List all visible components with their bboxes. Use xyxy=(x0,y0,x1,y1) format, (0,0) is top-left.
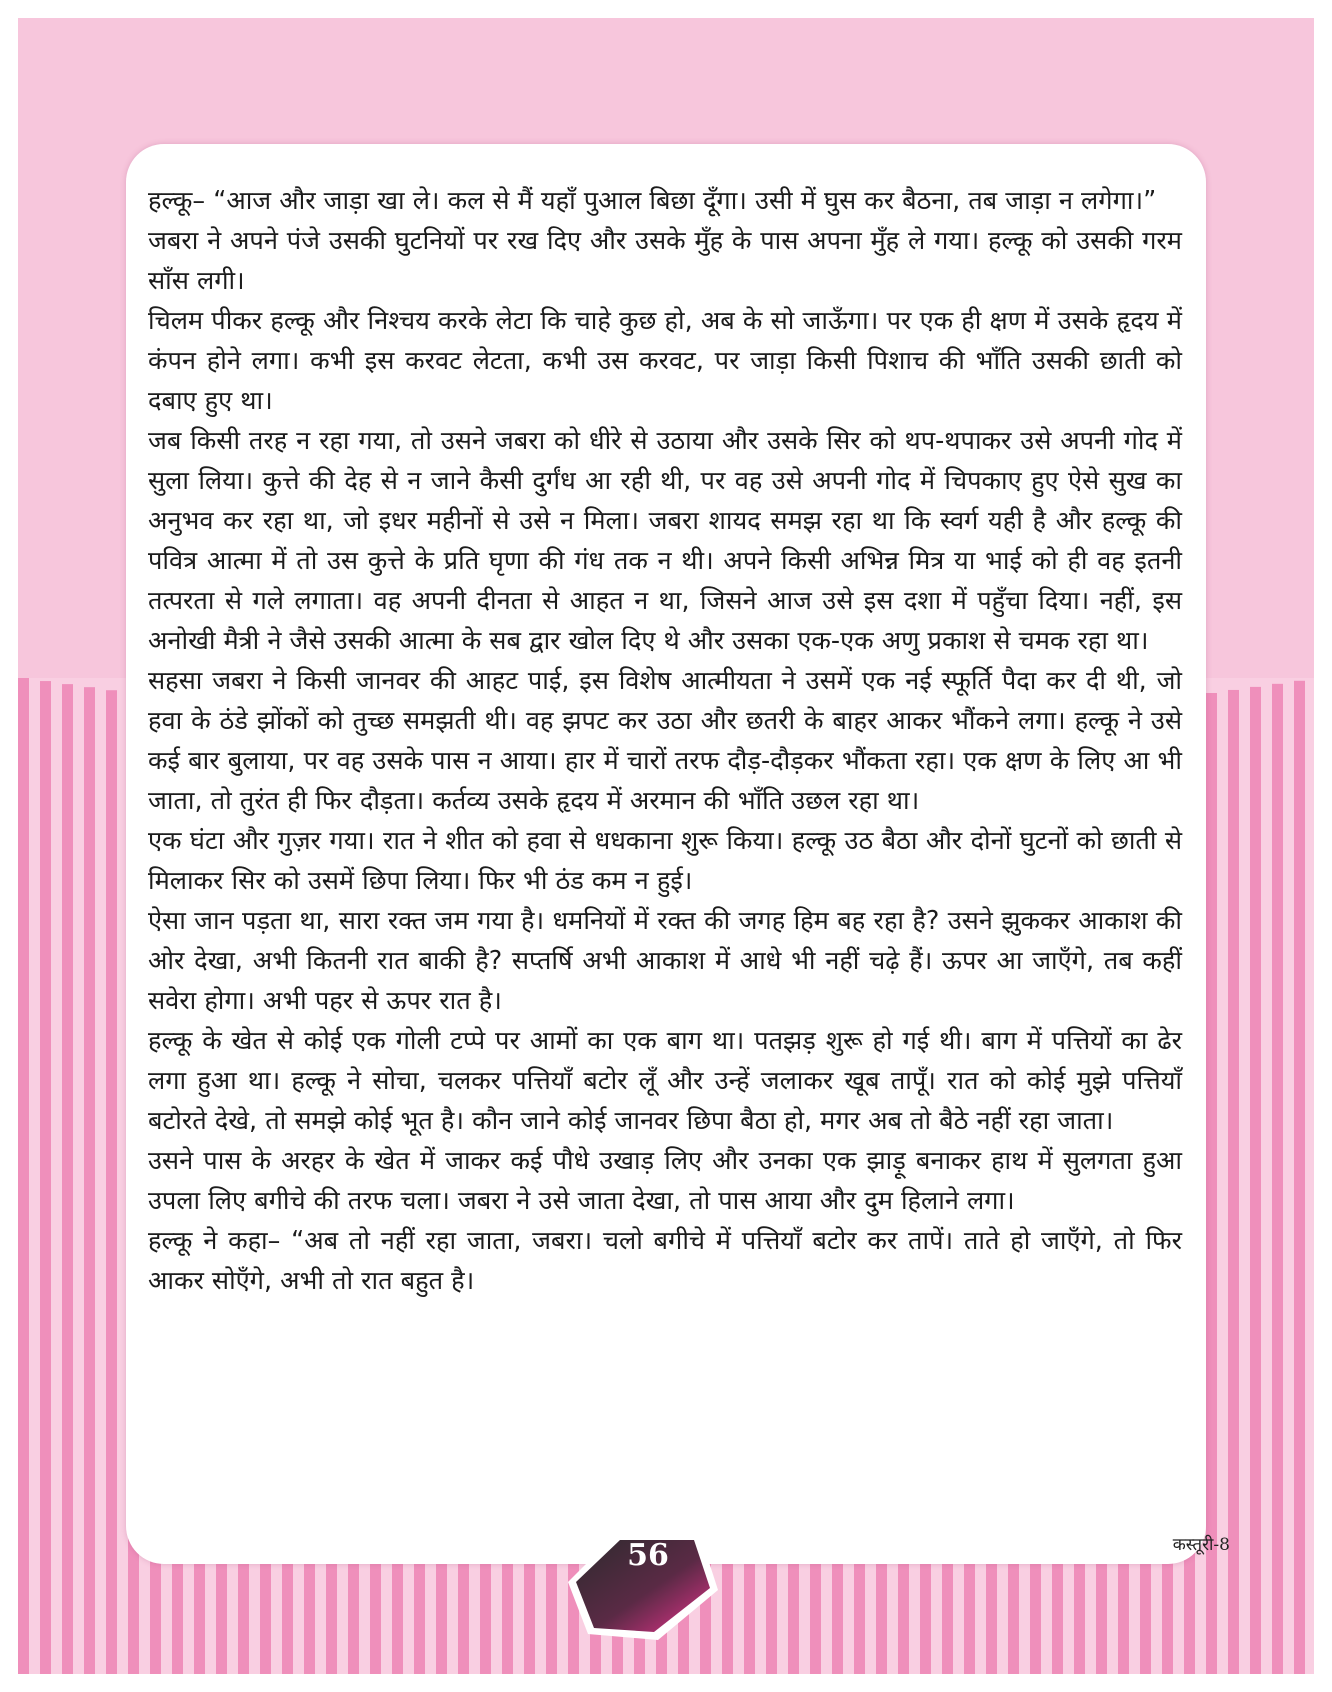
stripe xyxy=(40,681,51,1674)
paragraph: हल्कू के खेत से कोई एक गोली टप्पे पर आमों का एक बाग था। पतझड़ शुरू हो गई थी। बाग में पत्तियों का ढेर लगा हुआ था। हल्कू ने सोचा, चलकर पत्तियाँ बटोर लूँ और उन्हें जलाकर खूब तापूँ। रात को कोई मुझे पत्तियाँ बटोरते देखे, तो समझे कोई भूत है। कौन जाने कोई जानवर छिपा बैठा हो, मगर अब तो बैठे नहीं रहा जाता। xyxy=(148,1025,1182,1135)
stripe xyxy=(1272,684,1283,1674)
paragraph: चिलम पीकर हल्कू और निश्चय करके लेटा कि चाहे कुछ हो, अब के सो जाऊँगा। पर एक ही क्षण में उसके हृदय में कंपन होने लगा। कभी इस करवट लेटता, कभी उस करवट, पर जाड़ा किसी पिशाच की भाँति उसकी छाती को दबाए हुए था। xyxy=(148,305,1182,415)
paragraph: हल्कू ने कहा– “अब तो नहीं रहा जाता, जबरा। चलो बगीचे में पत्तियाँ बटोर कर तापें। ताते हो जाएँगे, तो फिर आकर सोएँगे, अभी तो रात बहुत है। xyxy=(148,1225,1182,1295)
paragraph: उसने पास के अरहर के खेत में जाकर कई पौधे उखाड़ लिए और उनका एक झाड़ू बनाकर हाथ में सुलगता हुआ उपला लिए बगीचे की तरफ चला। जबरा ने उसे जाता देखा, तो पास आया और दुम हिलाने लगा। xyxy=(148,1145,1182,1215)
paragraph: ऐसा जान पड़ता था, सारा रक्त जम गया है। धमनियों में रक्त की जगह हिम बह रहा है? उसने झुककर आकाश की ओर देखा, अभी कितनी रात बाकी है? सप्तर्षि अभी आकाश में आधे भी नहीं चढ़े हैं। ऊपर आ जाएँगे, तब कहीं सवेरा होगा। अभी पहर से ऊपर रात है। xyxy=(148,905,1182,1015)
stripe xyxy=(1250,687,1261,1674)
stripe xyxy=(18,678,29,1674)
paragraph: जबरा ने अपने पंजे उसकी घुटनियों पर रख दिए और उसके मुँह के पास अपना मुँह ले गया। हल्कू को उसकी गरम साँस लगी। xyxy=(148,225,1182,295)
stripe xyxy=(84,687,95,1674)
stripe xyxy=(1206,693,1217,1674)
paragraph: सहसा जबरा ने किसी जानवर की आहट पाई, इस विशेष आत्मीयता ने उसमें एक नई स्फूर्ति पैदा कर दी थी, जो हवा के ठंडे झोंकों को तुच्छ समझती थी। वह झपट कर उठा और छतरी के बाहर आकर भौंकने लगा। हल्कू ने उसे कई बार बुलाया, पर वह उसके पास न आया। हार में चारों तरफ दौड़-दौड़कर भौंकता रहा। एक क्षण के लिए आ भी जाता, तो तुरंत ही फिर दौड़ता। कर्तव्य उसके हृदय में अरमान की भाँति उछल रहा था। xyxy=(148,665,1182,815)
paragraph: जब किसी तरह न रहा गया, तो उसने जबरा को धीरे से उठाया और उसके सिर को थप-थपाकर उसे अपनी गोद में सुला लिया। कुत्ते की देह से न जाने कैसी दुर्गंध आ रही थी, पर वह उसे अपनी गोद में चिपकाए हुए ऐसे सुख का अनुभव कर रहा था, जो इधर महीनों से उसे न मिला। जबरा शायद समझ रहा था कि स्वर्ग यही है और हल्कू की पवित्र आत्मा में तो उस कुत्ते के प्रति घृणा की गंध तक न थी। अपने किसी अभिन्न मित्र या भाई को ही वह इतनी तत्परता से गले लगाता। वह अपनी दीनता से आहत न था, जिसने आज उसे इस दशा में पहुँचा दिया। नहीं, इस अनोखी मैत्री ने जैसे उसकी आत्मा के सब द्वार खोल दिए थे और उसका एक-एक अणु प्रकाश से चमक रहा था। xyxy=(148,425,1182,655)
stripe xyxy=(1294,681,1305,1674)
page-frame xyxy=(18,18,1314,1674)
text-card xyxy=(126,144,1206,1564)
book-label: कस्तूरी-8 xyxy=(1172,1535,1230,1555)
page-number: 56 xyxy=(627,1538,669,1573)
stripe xyxy=(106,690,117,1674)
paragraph: एक घंटा और गुज़र गया। रात ने शीत को हवा से धधकाना शुरू किया। हल्कू उठ बैठा और दोनों घुटनों को छाती से मिलाकर सिर को उसमें छिपा लिया। फिर भी ठंड कम न हुई। xyxy=(148,825,1182,895)
paragraph: हल्कू– “आज और जाड़ा खा ले। कल से मैं यहाँ पुआल बिछा दूँगा। उसी में घुस कर बैठना, तब जाड़ा न लगेगा।” xyxy=(148,185,1157,215)
story-text xyxy=(148,180,1182,1300)
stripe xyxy=(62,684,73,1674)
stripe xyxy=(1228,690,1239,1674)
